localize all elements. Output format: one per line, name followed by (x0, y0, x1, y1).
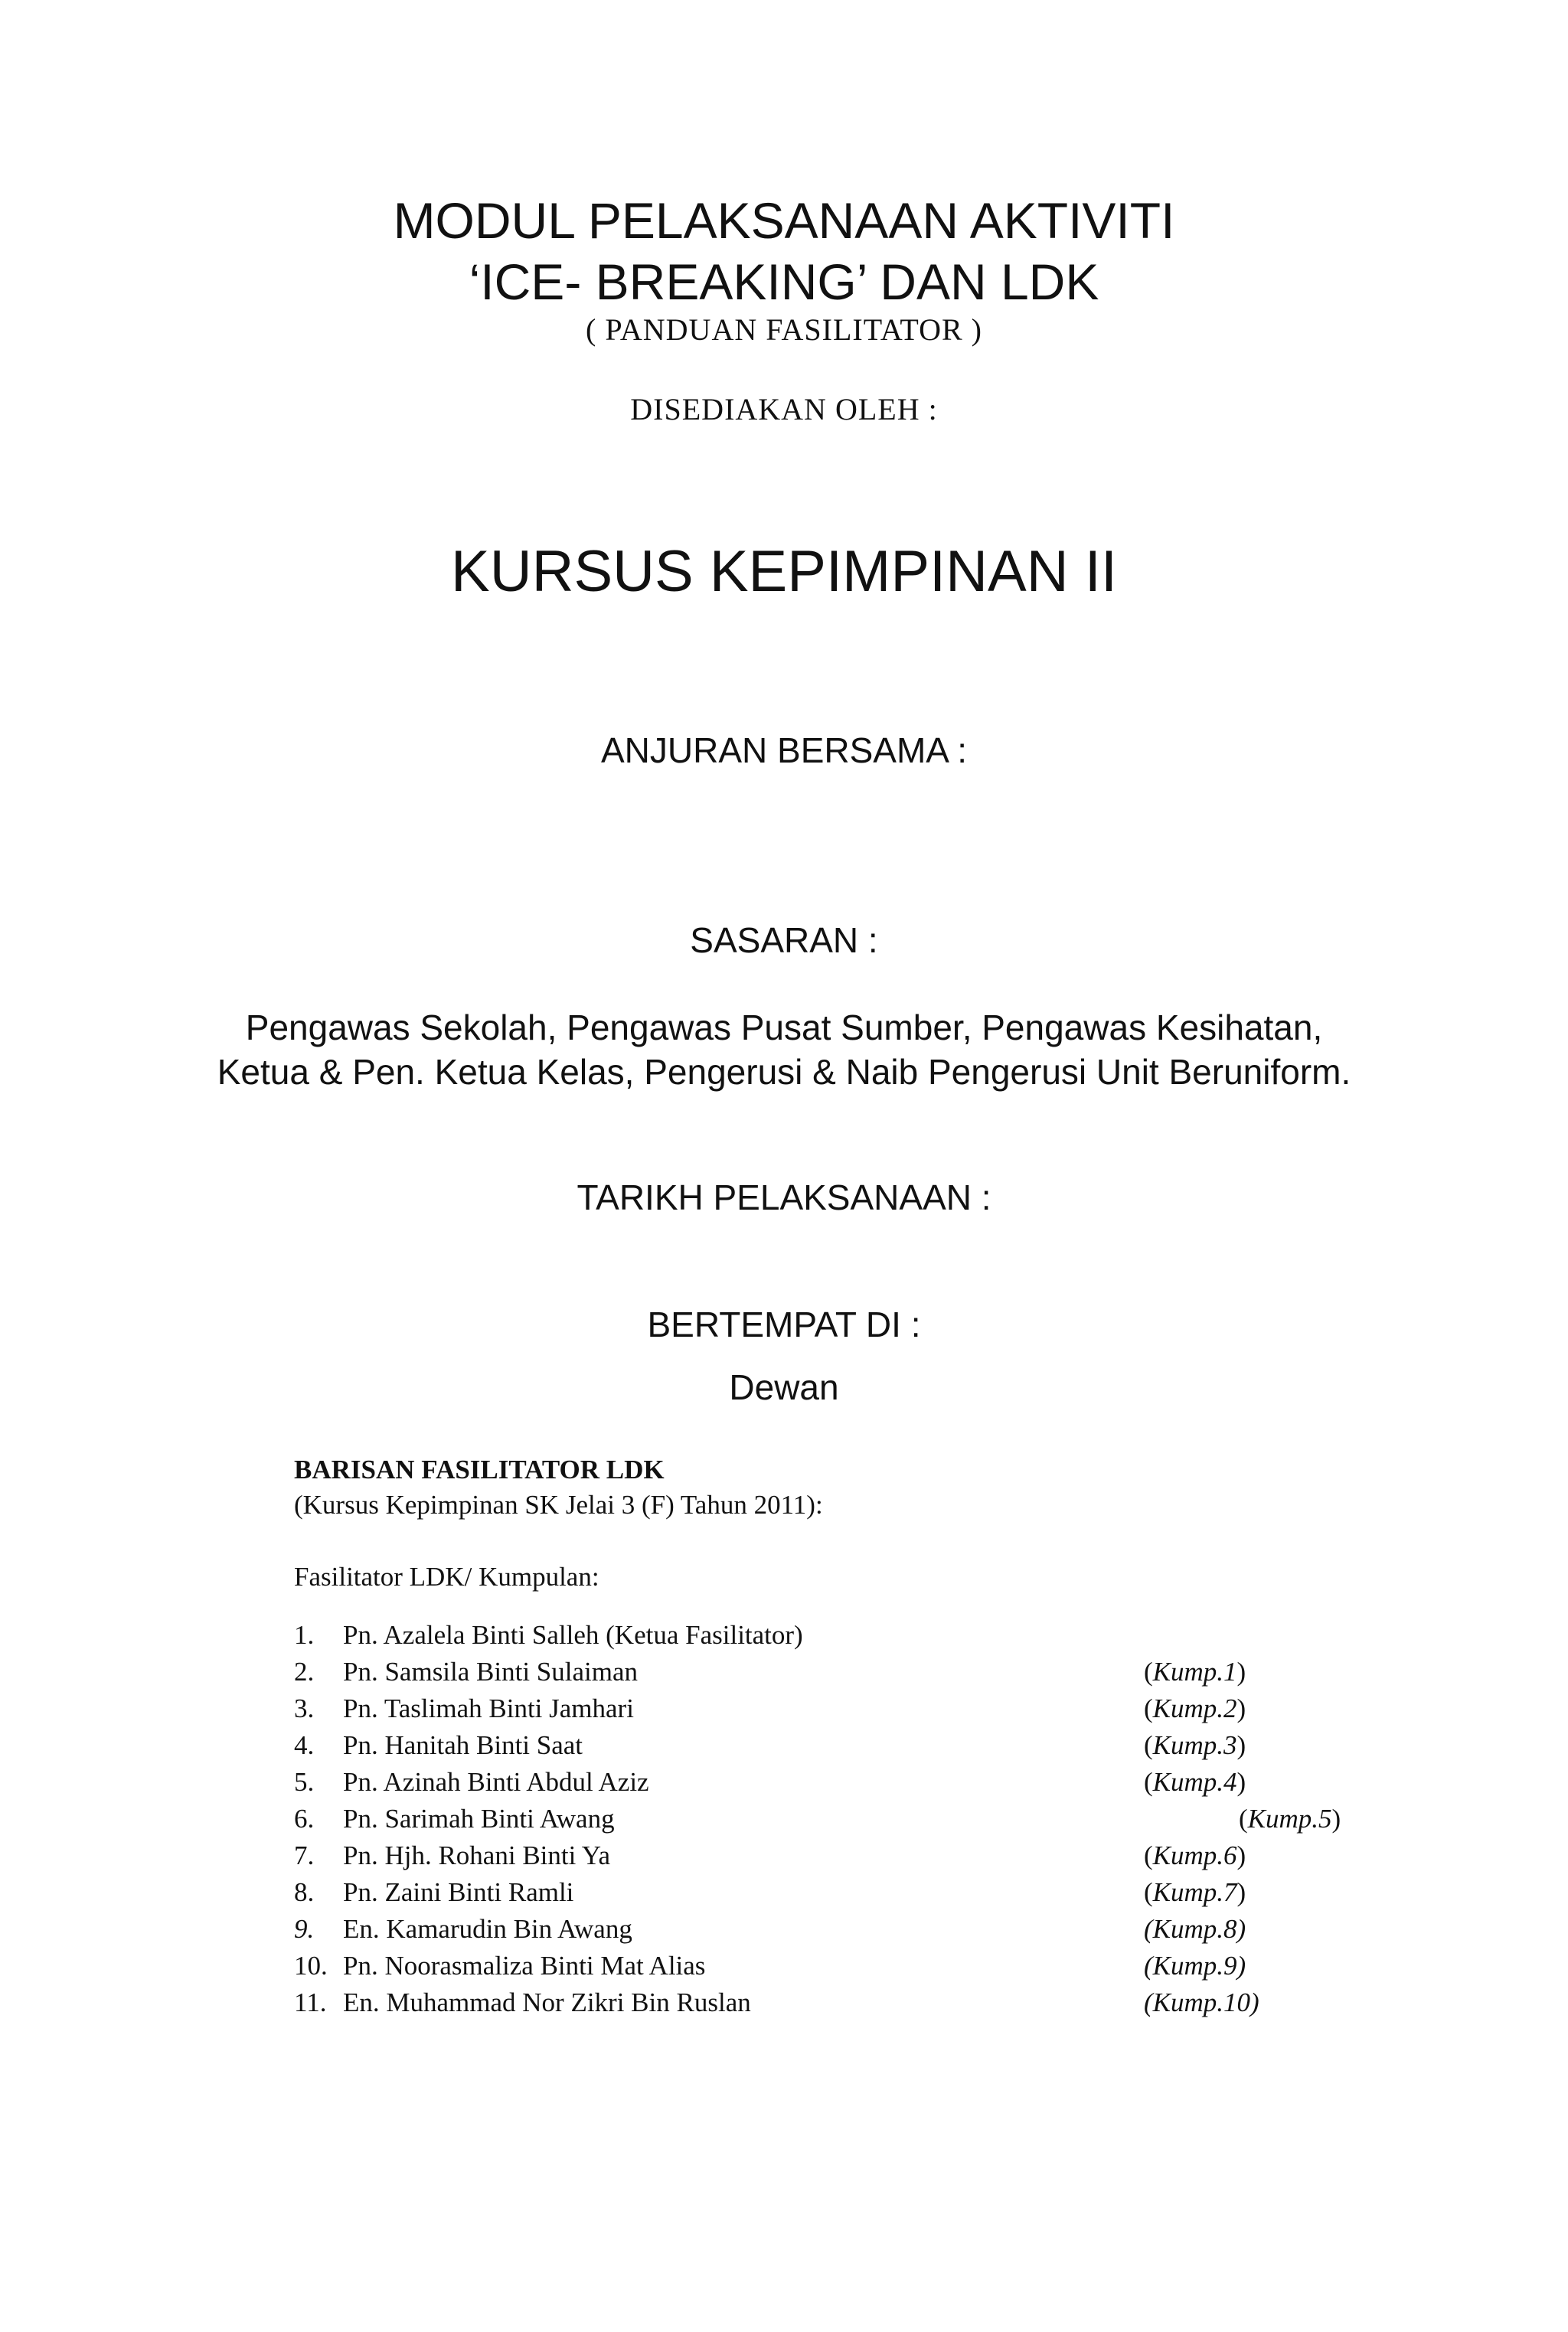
list-item (294, 1948, 1381, 1984)
target-label: SASARAN : (690, 920, 878, 960)
group-label: (Kump.3) (1144, 1730, 1246, 1760)
group-label: (Kump.10) (1144, 1987, 1259, 2017)
list-item (294, 1764, 1381, 1801)
facilitators-subtitle: (Kursus Kepimpinan SK Jelai 3 (F) Tahun 2011): (294, 1490, 823, 1520)
item-number: 4. (294, 1730, 315, 1760)
facilitator-name: En. Muhammad Nor Zikri Bin Ruslan (343, 1987, 751, 2017)
facilitator-name: Pn. Zaini Binti Ramli (343, 1877, 574, 1907)
list-item (294, 1654, 1381, 1690)
facilitator-name: Pn. Samsila Binti Sulaiman (343, 1657, 639, 1687)
item-number: 6. (294, 1804, 315, 1834)
list-item (294, 1727, 1381, 1764)
item-number: 9. (294, 1914, 315, 1944)
facilitator-name: Pn. Sarimah Binti Awang (343, 1804, 615, 1834)
list-item (294, 1617, 1381, 1654)
facilitator-name: Pn. Hjh. Rohani Binti Ya (343, 1840, 611, 1870)
facilitator-name: En. Kamarudin Bin Awang (343, 1914, 632, 1944)
prepared-by-label: DISEDIAKAN OLEH : (630, 392, 938, 426)
list-item (294, 1690, 1381, 1727)
group-label: (Kump.9) (1144, 1951, 1246, 1981)
venue-label: BERTEMPAT DI : (647, 1305, 921, 1344)
item-number: 10. (294, 1951, 328, 1981)
group-label: (Kump.5) (1239, 1804, 1341, 1834)
target-line-2: Ketua & Pen. Ketua Kelas, Pengerusi & Naib Pengerusi Unit Beruniform. (217, 1052, 1351, 1092)
title-line-1: MODUL PELAKSANAAN AKTIVITI (393, 192, 1175, 249)
item-number: 3. (294, 1693, 315, 1723)
facilitators-title: BARISAN FASILITATOR LDK (294, 1455, 665, 1484)
group-label: (Kump.6) (1144, 1840, 1246, 1870)
target-line-1: Pengawas Sekolah, Pengawas Pusat Sumber, Pengawas Kesihatan, (245, 1008, 1323, 1047)
item-number: 8. (294, 1877, 315, 1907)
item-number: 7. (294, 1840, 315, 1870)
facilitator-name: Pn. Hanitah Binti Saat (343, 1730, 583, 1760)
item-number: 5. (294, 1767, 315, 1797)
list-item (294, 1801, 1381, 1837)
list-item (294, 1837, 1381, 1874)
group-label: (Kump.4) (1144, 1767, 1246, 1797)
facilitator-name: Pn. Azinah Binti Abdul Aziz (343, 1767, 649, 1797)
course-name: KURSUS KEPIMPINAN II (451, 539, 1117, 604)
date-label: TARIKH PELAKSANAAN : (577, 1177, 991, 1217)
guide-subtitle: ( PANDUAN FASILITATOR ) (586, 312, 982, 347)
group-label: (Kump.7) (1144, 1877, 1246, 1907)
group-label: (Kump.1) (1144, 1657, 1246, 1687)
organised-by-label: ANJURAN BERSAMA : (601, 730, 967, 770)
title-line-2: ‘ICE- BREAKING’ DAN LDK (469, 253, 1099, 310)
facilitators-heading: Fasilitator LDK/ Kumpulan: (294, 1562, 599, 1592)
item-number: 2. (294, 1657, 315, 1687)
item-number: 11. (294, 1987, 327, 2017)
list-item (294, 1984, 1381, 2021)
facilitator-name: Pn. Noorasmaliza Binti Mat Alias (343, 1951, 706, 1981)
venue-value: Dewan (729, 1367, 839, 1407)
facilitator-name: Pn. Azalela Binti Salleh (Ketua Fasilitator) (343, 1620, 803, 1650)
item-number: 1. (294, 1620, 315, 1650)
list-item (294, 1874, 1381, 1911)
group-label: (Kump.2) (1144, 1693, 1246, 1723)
facilitator-name: Pn. Taslimah Binti Jamhari (343, 1693, 634, 1723)
list-item (294, 1911, 1381, 1948)
facilitator-list (294, 1617, 1381, 2021)
group-label: (Kump.8) (1144, 1914, 1246, 1944)
